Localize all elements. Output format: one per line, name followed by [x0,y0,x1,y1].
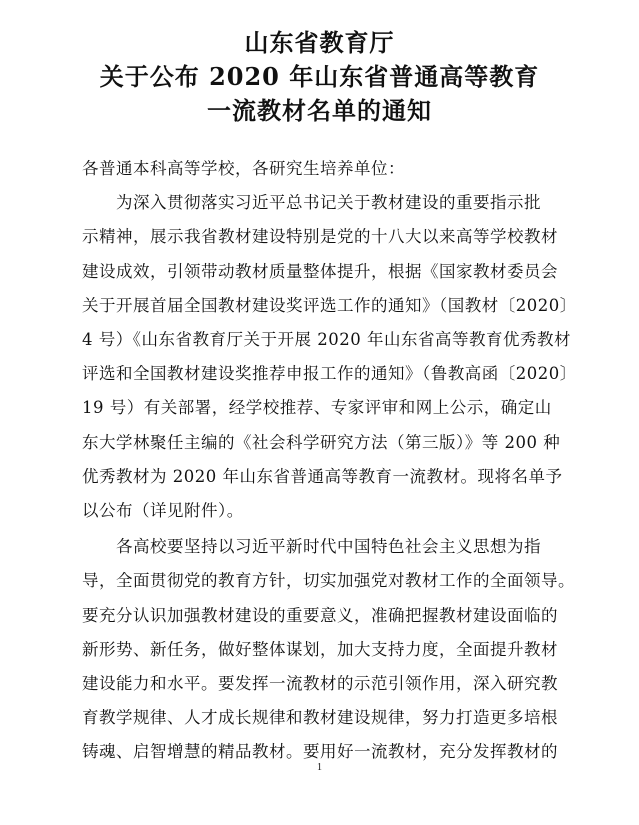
paragraph-line: 育教学规律、人才成长规律和教材建设规律，努力打造更多培根 [82,708,558,728]
paragraph-1 [82,186,577,528]
title-line-3: 一流教材名单的通知 [207,96,432,125]
paragraph-line: 以公布（详见附件）。 [82,501,244,521]
paragraph-line: 东大学林聚任主编的《社会科学研究方法（第三版）》等 200 种 [82,432,561,452]
title-line-2: 关于公布 2020 年山东省普通高等教育 [99,62,540,91]
page-number: 1 [317,762,322,773]
paragraph-2 [82,530,575,769]
paragraph-line: 为深入贯彻落实习近平总书记关于教材建设的重要指示批 [116,193,541,213]
paragraph-line: 要充分认识加强教材建设的重要意义，准确把握教材建设面临的 [82,605,558,625]
paragraph-line: 建设成效，引领带动教材质量整体提升，根据《国家教材委员会 [82,261,558,281]
paragraph-line: 19 号）有关部署，经学校推荐、专家评审和网上公示，确定山 [82,398,552,418]
paragraph-line: 优秀教材为 2020 年山东省普通高等教育一流教材。现将名单予 [82,466,563,486]
paragraph-line: 示精神，展示我省教材建设特别是党的十八大以来高等学校教材 [82,227,558,247]
paragraph-line: 建设能力和水平。要发挥一流教材的示范引领作用，深入研究教 [82,674,558,694]
paragraph-line: 铸魂、启智增慧的精品教材。要用好一流教材，充分发挥教材的 [82,742,558,762]
paragraph-line: 导，全面贯彻党的教育方针，切实加强党对教材工作的全面领导。 [82,571,575,591]
paragraph-line: 新形势、新任务，做好整体谋划，加大支持力度，全面提升教材 [82,639,558,659]
paragraph-line: 关于开展首届全国教材建设奖评选工作的通知》（国教材〔2020〕 [82,295,577,315]
document-title [0,26,639,128]
paragraph-line: 各高校要坚持以习近平新时代中国特色社会主义思想为指 [116,537,541,557]
paragraph-line: 评选和全国教材建设奖推荐申报工作的通知》（鲁教高函〔2020〕 [82,364,577,384]
title-line-1: 山东省教育厅 [244,28,395,57]
document-body [82,152,577,770]
paragraph-line: 4 号）《山东省教育厅关于开展 2020 年山东省高等教育优秀教材 [82,330,571,350]
salutation: 各普通本科高等学校，各研究生培养单位： [82,159,405,178]
